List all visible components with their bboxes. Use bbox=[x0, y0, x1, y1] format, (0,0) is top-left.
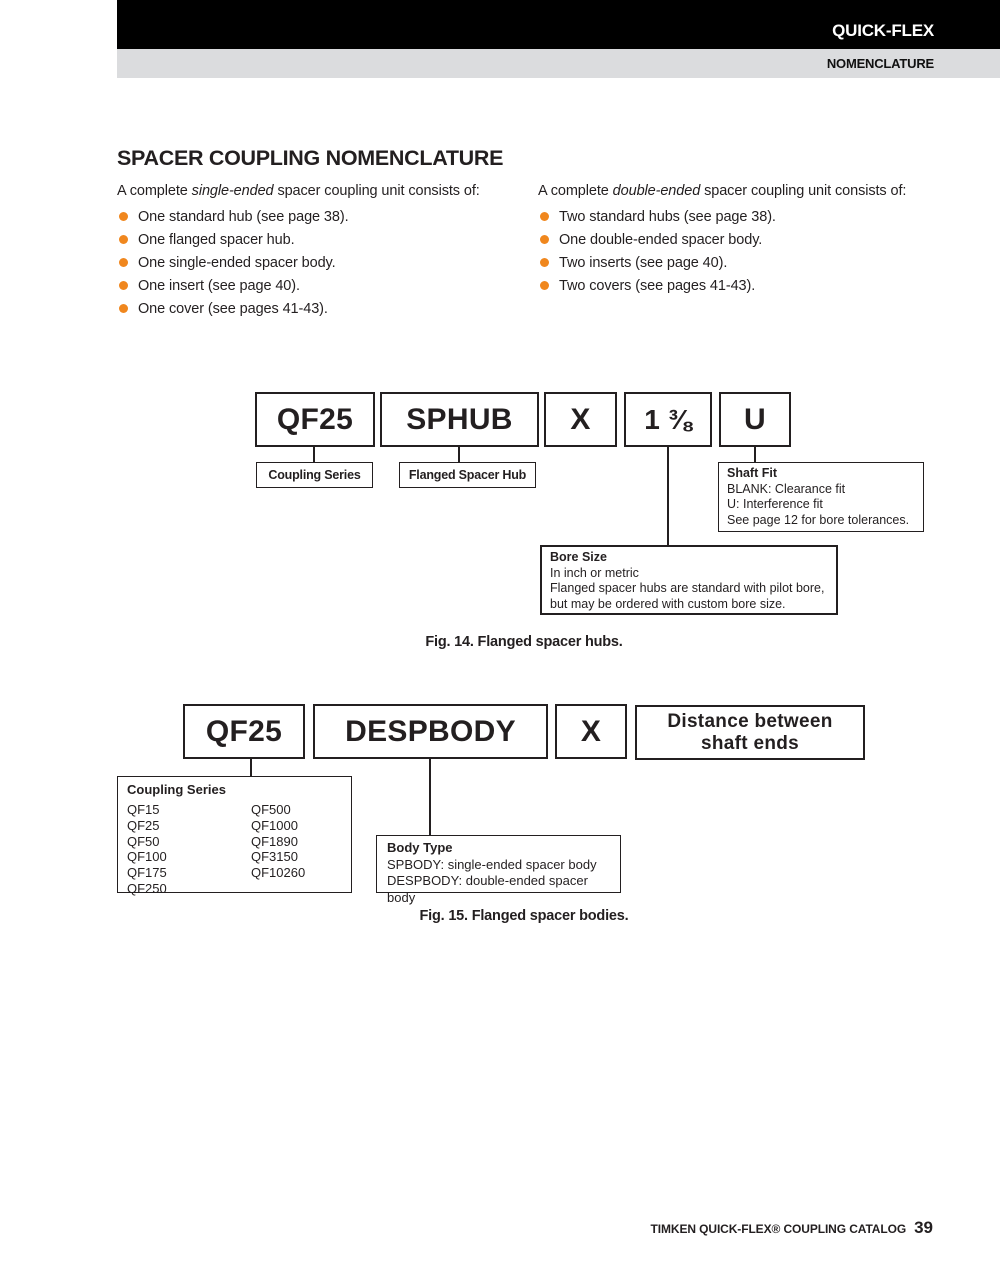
intro-left-italic: single-ended bbox=[191, 183, 274, 199]
series-item: QF1000 bbox=[251, 817, 298, 833]
connector-line bbox=[313, 447, 315, 462]
series-item: QF500 bbox=[251, 802, 291, 817]
note-line: Flanged spacer hubs are standard with pilot bore, bbox=[550, 581, 825, 595]
connector-line bbox=[754, 447, 756, 462]
note-line: DESPBODY: double-ended spacer body bbox=[387, 873, 588, 905]
note-line: U: Interference fit bbox=[727, 497, 823, 511]
list-item-text: One standard hub (see page 38). bbox=[138, 208, 349, 225]
coupling-series-note bbox=[117, 776, 352, 896]
coupling-series-col2 bbox=[251, 802, 305, 881]
connector-line bbox=[667, 447, 669, 545]
list-item bbox=[119, 274, 349, 297]
fig15-caption: Fig. 15. Flanged spacer bodies. bbox=[419, 908, 629, 924]
list-item bbox=[119, 205, 349, 228]
fig14-box-fit: U bbox=[719, 392, 791, 447]
connector-line bbox=[250, 759, 252, 776]
list-item-text: One flanged spacer hub. bbox=[138, 231, 295, 248]
series-item: QF10260 bbox=[251, 865, 306, 881]
list-item-text: Two covers (see pages 41-43). bbox=[559, 277, 756, 294]
list-item-text: One single-ended spacer body. bbox=[138, 254, 336, 271]
header-brand-bar bbox=[117, 0, 1000, 49]
series-item: QF250 bbox=[127, 880, 167, 896]
list-item-text: Two standard hubs (see page 38). bbox=[559, 208, 776, 225]
fig14-box-x: X bbox=[544, 392, 617, 447]
bullet-list-right bbox=[540, 205, 776, 297]
fig15-box-body: DESPBODY bbox=[313, 704, 548, 759]
distance-box: Distance between shaft ends bbox=[635, 705, 865, 760]
series-item: QF100 bbox=[127, 849, 167, 865]
note-line: but may be ordered with custom bore size. bbox=[550, 596, 786, 611]
list-item bbox=[119, 228, 349, 251]
coupling-series-col1 bbox=[127, 802, 167, 897]
fig14-box-series: QF25 bbox=[255, 392, 375, 447]
intro-right-italic: double-ended bbox=[612, 183, 701, 199]
list-item bbox=[119, 251, 349, 274]
fig15-box-x: X bbox=[555, 704, 627, 759]
body-type-note bbox=[376, 835, 621, 905]
coupling-series-label: Coupling Series bbox=[256, 462, 373, 488]
note-title: Bore Size bbox=[550, 550, 607, 564]
footer bbox=[651, 1218, 933, 1238]
bore-size-note bbox=[540, 545, 838, 615]
list-item-text: One cover (see pages 41-43). bbox=[138, 300, 328, 317]
series-item: QF25 bbox=[127, 817, 160, 833]
list-item-text: Two inserts (see page 40). bbox=[559, 254, 728, 271]
intro-left bbox=[117, 183, 480, 199]
page-title: SPACER COUPLING NOMENCLATURE bbox=[117, 146, 504, 170]
page-number: 39 bbox=[914, 1218, 933, 1237]
intro-right-pre: A complete bbox=[538, 183, 613, 199]
intro-left-post: spacer coupling unit consists of: bbox=[273, 183, 480, 199]
bullet-dot-icon bbox=[540, 281, 549, 290]
bullet-dot-icon bbox=[119, 235, 128, 244]
connector-line bbox=[429, 759, 431, 835]
fig14-box-bore: 1 ⅜ bbox=[624, 392, 712, 447]
note-line: SPBODY: single-ended spacer body bbox=[387, 856, 597, 872]
footer-text: TIMKEN QUICK-FLEX® COUPLING CATALOG bbox=[650, 1222, 907, 1236]
list-item bbox=[119, 297, 349, 320]
note-title: Coupling Series bbox=[127, 782, 226, 797]
intro-left-pre: A complete bbox=[117, 183, 192, 199]
series-item: QF15 bbox=[127, 802, 160, 817]
bullet-dot-icon bbox=[119, 212, 128, 221]
brand-title: QUICK-FLEX bbox=[832, 20, 934, 40]
note-line: See page 12 for bore tolerances. bbox=[727, 512, 910, 527]
bullet-list-left bbox=[119, 205, 349, 320]
section-title: NOMENCLATURE bbox=[826, 56, 934, 71]
list-item bbox=[540, 205, 776, 228]
list-item-text: One insert (see page 40). bbox=[138, 277, 300, 294]
fig14-box-hub: SPHUB bbox=[380, 392, 539, 447]
intro-right-post: spacer coupling unit consists of: bbox=[700, 183, 907, 199]
series-item: QF3150 bbox=[251, 849, 298, 865]
list-item bbox=[540, 251, 776, 274]
intro-right bbox=[538, 183, 906, 199]
flanged-spacer-hub-label: Flanged Spacer Hub bbox=[399, 462, 536, 488]
fig14-caption: Fig. 14. Flanged spacer hubs. bbox=[425, 634, 623, 650]
note-line: BLANK: Clearance fit bbox=[727, 481, 846, 496]
note-line: In inch or metric bbox=[550, 565, 639, 580]
note-title: Body Type bbox=[387, 840, 453, 855]
bullet-dot-icon bbox=[119, 281, 128, 290]
bullet-dot-icon bbox=[540, 235, 549, 244]
series-item: QF1890 bbox=[251, 833, 298, 849]
list-item bbox=[540, 274, 776, 297]
bullet-dot-icon bbox=[119, 258, 128, 267]
bullet-dot-icon bbox=[540, 258, 549, 267]
bullet-dot-icon bbox=[119, 304, 128, 313]
series-item: QF50 bbox=[127, 833, 160, 849]
connector-line bbox=[458, 447, 460, 462]
bullet-dot-icon bbox=[540, 212, 549, 221]
series-item: QF175 bbox=[127, 865, 167, 881]
note-title: Shaft Fit bbox=[727, 466, 777, 480]
header-section-bar bbox=[117, 49, 1000, 78]
list-item-text: One double-ended spacer body. bbox=[559, 231, 763, 248]
shaft-fit-note bbox=[718, 462, 924, 532]
fig15-box-series: QF25 bbox=[183, 704, 305, 759]
list-item bbox=[540, 228, 776, 251]
